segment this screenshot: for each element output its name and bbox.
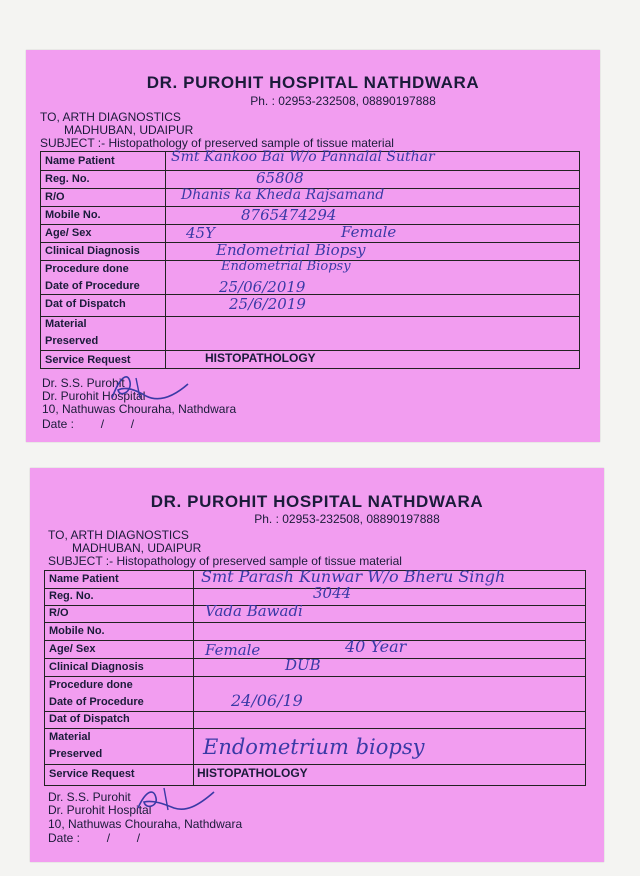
label-age-sex: Age/ Sex: [45, 227, 92, 239]
to-address-line2: MADHUBAN, UDAIPUR: [64, 123, 194, 137]
value-procedure: Endometrial Biopsy: [221, 259, 351, 274]
value-ro: Dhanis ka Kheda Rajsamand: [181, 187, 385, 203]
patient-table: [44, 567, 586, 786]
hospital-title: DR. PUROHIT HOSPITAL NATHDWARA: [146, 73, 480, 92]
value-reg-no: 3044: [313, 584, 352, 602]
value-date-of-dispatch: 25/6/2019: [229, 295, 306, 313]
patient-table: [40, 151, 580, 369]
label-date-of-procedure: Date of Procedure: [45, 280, 140, 292]
label-service-request: Service Request: [49, 768, 135, 780]
requisition-slip-1: [26, 50, 600, 442]
hospital-title: DR. PUROHIT HOSPITAL NATHDWARA: [150, 492, 484, 511]
value-service-request: HISTOPATHOLOGY: [197, 766, 308, 780]
label-procedure-done: Procedure done: [49, 679, 133, 691]
label-date-of-dispatch: Dat of Dispatch: [49, 713, 130, 725]
label-clinical-diagnosis: Clinical Diagnosis: [45, 245, 140, 257]
footer-doctor: Dr. S.S. Purohit: [48, 790, 131, 804]
label-reg-no: Reg. No.: [49, 590, 94, 602]
value-service-request: HISTOPATHOLOGY: [205, 351, 316, 365]
label-mobile: Mobile No.: [49, 625, 105, 637]
value-mobile: 8765474294: [241, 206, 337, 224]
to-address-line1: TO, ARTH DIAGNOSTICS: [40, 110, 181, 124]
value-sex: Female: [205, 641, 261, 659]
label-material: Material: [49, 731, 91, 743]
label-date-of-dispatch: Dat of Dispatch: [45, 298, 126, 310]
table-row: [45, 605, 585, 623]
label-preserved: Preserved: [45, 335, 99, 347]
footer-hospital: Dr. Purohit Hospital: [48, 803, 152, 817]
value-patient-name: Smt Parash Kunwar W/o Bheru Singh: [201, 567, 506, 586]
label-mobile: Mobile No.: [45, 209, 101, 221]
label-clinical-diagnosis: Clinical Diagnosis: [49, 661, 144, 673]
label-preserved: Preserved: [49, 748, 103, 760]
doctor-signature: [106, 368, 196, 410]
hospital-phone: Ph. : 02953-232508, 08890197888: [250, 94, 436, 108]
footer-address: 10, Nathuwas Chouraha, Nathdwara: [48, 817, 243, 831]
table-row: [41, 316, 579, 351]
label-material: Material: [45, 318, 87, 330]
to-address-line1: TO, ARTH DIAGNOSTICS: [48, 528, 189, 542]
doctor-signature: [130, 780, 220, 822]
label-ro: R/O: [49, 607, 69, 619]
value-date-of-procedure: 25/06/2019: [219, 278, 306, 296]
label-service-request: Service Request: [45, 354, 131, 366]
value-date-of-procedure: 24/06/19: [231, 691, 303, 710]
footer-address: 10, Nathuwas Chouraha, Nathdwara: [42, 402, 237, 416]
to-address-line2: MADHUBAN, UDAIPUR: [72, 541, 202, 555]
value-age: 45Y: [186, 224, 215, 242]
label-name-patient: Name Patient: [49, 573, 119, 585]
footer-date: Date : / /: [48, 831, 141, 845]
table-row: [45, 622, 585, 641]
label-date-of-procedure: Date of Procedure: [49, 696, 144, 708]
label-procedure-done: Procedure done: [45, 263, 129, 275]
subject-line: SUBJECT :- Histopathology of preserved sample of tissue material: [40, 136, 394, 150]
label-age-sex: Age/ Sex: [49, 643, 96, 655]
hospital-phone: Ph. : 02953-232508, 08890197888: [254, 512, 440, 526]
footer-date: Date : / /: [42, 417, 135, 431]
label-reg-no: Reg. No.: [45, 173, 90, 185]
label-ro: R/O: [45, 191, 65, 203]
value-patient-name: Smt Kankoo Bai W/o Pannalal Suthar: [171, 149, 435, 165]
value-reg-no: 65808: [256, 169, 304, 187]
value-age: 40 Year: [345, 637, 407, 656]
value-clinical-diagnosis: DUB: [285, 656, 321, 674]
value-sex: Female: [341, 223, 397, 241]
value-material: Endometrium biopsy: [203, 735, 425, 759]
value-clinical-diagnosis: Endometrial Biopsy: [216, 241, 366, 259]
value-ro: Vada Bawadi: [205, 602, 303, 620]
footer-doctor: Dr. S.S. Purohit: [42, 376, 125, 390]
footer-hospital: Dr. Purohit Hospital: [42, 389, 146, 403]
subject-line: SUBJECT :- Histopathology of preserved sample of tissue material: [48, 554, 402, 568]
requisition-slip-2: [30, 468, 604, 862]
label-name-patient: Name Patient: [45, 155, 115, 167]
